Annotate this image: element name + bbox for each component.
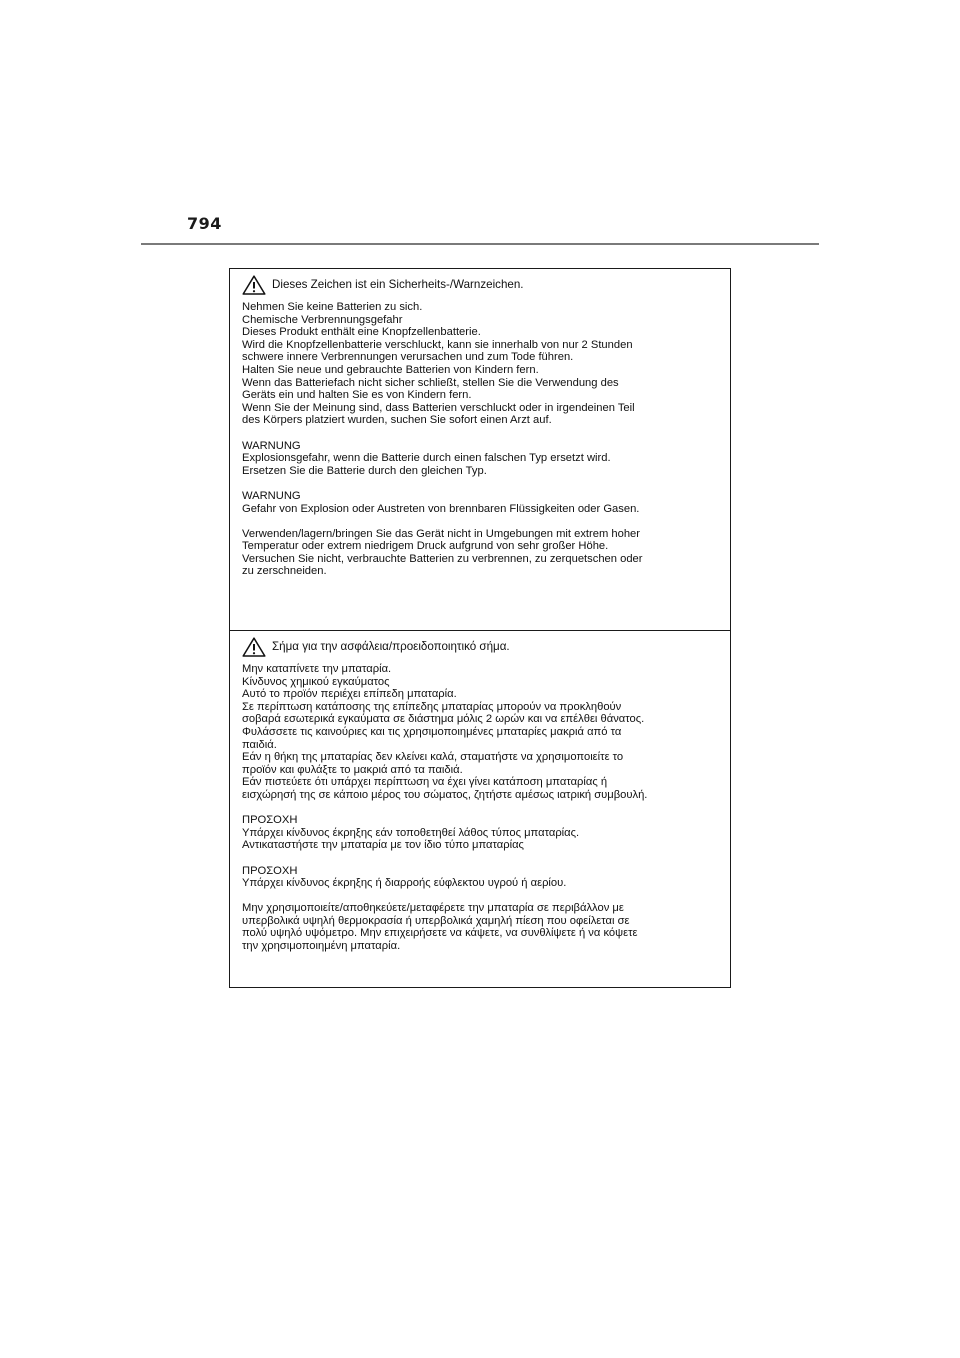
notice-paragraph <box>242 528 720 578</box>
notice-line: Σε περίπτωση κατάποσης της επίπεδης μπαταρίας μπορούν να προκληθούν <box>242 700 622 713</box>
greek-symbol-row <box>242 637 720 657</box>
notice-line: Temperatur oder extrem niedrigem Druck aufgrund von sehr großer Höhe. <box>242 540 609 553</box>
german-symbol-text: Dieses Zeichen ist ein Sicherheits-/Warnzeichen. <box>272 277 524 291</box>
notice-line: εισχώρησή της σε κάποιο μέρος του σώματος, ζητήστε αμέσως ιατρική συμβουλή. <box>242 788 648 801</box>
notice-line: Wenn das Batteriefach nicht sicher schließt, stellen Sie die Verwendung des <box>242 376 619 389</box>
page-number: 794 <box>187 214 222 233</box>
notice-line: ΠΡΟΣΟΧΗ <box>242 864 298 877</box>
notice-line: Μην καταπίνετε την μπαταρία. <box>242 663 392 675</box>
notice-line: Gefahr von Explosion oder Austreten von brennbaren Flüssigkeiten oder Gasen. <box>242 502 640 515</box>
notice-line: Υπάρχει κίνδυνος έκρηξης εάν τοποθετηθεί λάθος τύπος μπαταρίας. <box>242 826 580 839</box>
notice-line: Verwenden/lagern/bringen Sie das Gerät nicht in Umgebungen mit extrem hoher <box>242 527 641 540</box>
warning-triangle-icon <box>242 637 266 657</box>
notice-line: Halten Sie neue und gebrauchte Batterien von Kindern fern. <box>242 363 539 376</box>
notice-line: Εάν η θήκη της μπαταρίας δεν κλείνει καλά, σταματήστε να χρησιμοποιείτε το <box>242 751 624 764</box>
notice-line: WARNUNG <box>242 489 301 502</box>
notice-line: την χρησιμοποιημένη μπαταρία. <box>242 940 401 953</box>
notice-paragraph <box>242 301 720 427</box>
notice-line: Wenn Sie der Meinung sind, dass Batterien verschluckt oder in irgendeinen Teil <box>242 401 635 414</box>
notice-line: schwere innere Verbrennungen verursachen und zum Tode führen. <box>242 351 574 364</box>
greek-paragraphs <box>242 663 720 953</box>
notice-line: zu zerschneiden. <box>242 565 327 578</box>
warning-triangle-icon <box>242 275 266 295</box>
notice-paragraph <box>242 865 720 890</box>
german-symbol-row <box>242 275 720 295</box>
notice-line: Geräts ein und halten Sie es von Kindern fern. <box>242 389 472 402</box>
notice-line: Versuchen Sie nicht, verbrauchte Batterien zu verbrennen, zu zerquetschen oder <box>242 552 643 565</box>
header-rule <box>141 243 819 245</box>
notice-paragraph <box>242 440 720 478</box>
greek-notice <box>230 631 730 987</box>
notice-line: Μην χρησιμοποιείτε/αποθηκεύετε/μεταφέρετε την μπαταρία σε περιβάλλον με <box>242 902 624 915</box>
battery-safety-notice <box>229 268 731 988</box>
notice-line: Nehmen Sie keine Batterien zu sich. <box>242 301 423 313</box>
notice-line: Αυτό το προϊόν περιέχει επίπεδη μπαταρία. <box>242 688 457 701</box>
notice-line: Explosionsgefahr, wenn die Batterie durch einen falschen Typ ersetzt wird. <box>242 452 611 465</box>
notice-line: Chemische Verbrennungsgefahr <box>242 313 403 326</box>
notice-line: σοβαρά εσωτερικά εγκαύματα σε διάστημα μόλις 2 ωρών και να επέλθει θάνατος. <box>242 713 645 726</box>
greek-symbol-text: Σήμα για την ασφάλεια/προειδοποιητικό σήμα. <box>272 639 510 653</box>
notice-paragraph <box>242 490 720 515</box>
notice-line: Εάν πιστεύετε ότι υπάρχει περίπτωση να έχει γίνει κατάποση μπαταρίας ή <box>242 776 608 789</box>
notice-line: Αντικαταστήστε την μπαταρία με τον ίδιο τύπο μπαταρίας <box>242 839 524 852</box>
notice-line: προϊόν και φυλάξτε το μακριά από τα παιδιά. <box>242 763 463 776</box>
notice-line: πολύ υψηλό υψόμετρο. Μην επιχειρήσετε να κάψετε, να συνθλίψετε ή να κόψετε <box>242 927 638 940</box>
notice-line: Υπάρχει κίνδυνος έκρηξης ή διαρροής εύφλεκτου υγρού ή αερίου. <box>242 877 567 890</box>
german-paragraphs <box>242 301 720 578</box>
notice-line: des Körpers platziert wurden, suchen Sie sofort einen Arzt auf. <box>242 414 552 427</box>
notice-line: Dieses Produkt enthält eine Knopfzellenbatterie. <box>242 326 481 339</box>
notice-paragraph <box>242 814 720 852</box>
notice-line: Wird die Knopfzellenbatterie verschluckt, kann sie innerhalb von nur 2 Stunden <box>242 338 633 351</box>
notice-paragraph <box>242 663 720 802</box>
notice-line: Κίνδυνος χημικού εγκαύματος <box>242 675 390 688</box>
german-notice <box>230 269 730 631</box>
notice-line: ΠΡΟΣΟΧΗ <box>242 814 298 827</box>
notice-line: WARNUNG <box>242 439 301 452</box>
notice-line: Φυλάσσετε τις καινούριες και τις χρησιμοποιημένες μπαταρίες μακριά από τα <box>242 725 622 738</box>
notice-line: παιδιά. <box>242 738 277 751</box>
notice-line: Ersetzen Sie die Batterie durch den gleichen Typ. <box>242 464 487 477</box>
notice-paragraph <box>242 902 720 952</box>
notice-line: υπερβολικά υψηλή θερμοκρασία ή υπερβολικά χαμηλή πίεση που οφείλεται σε <box>242 914 630 927</box>
